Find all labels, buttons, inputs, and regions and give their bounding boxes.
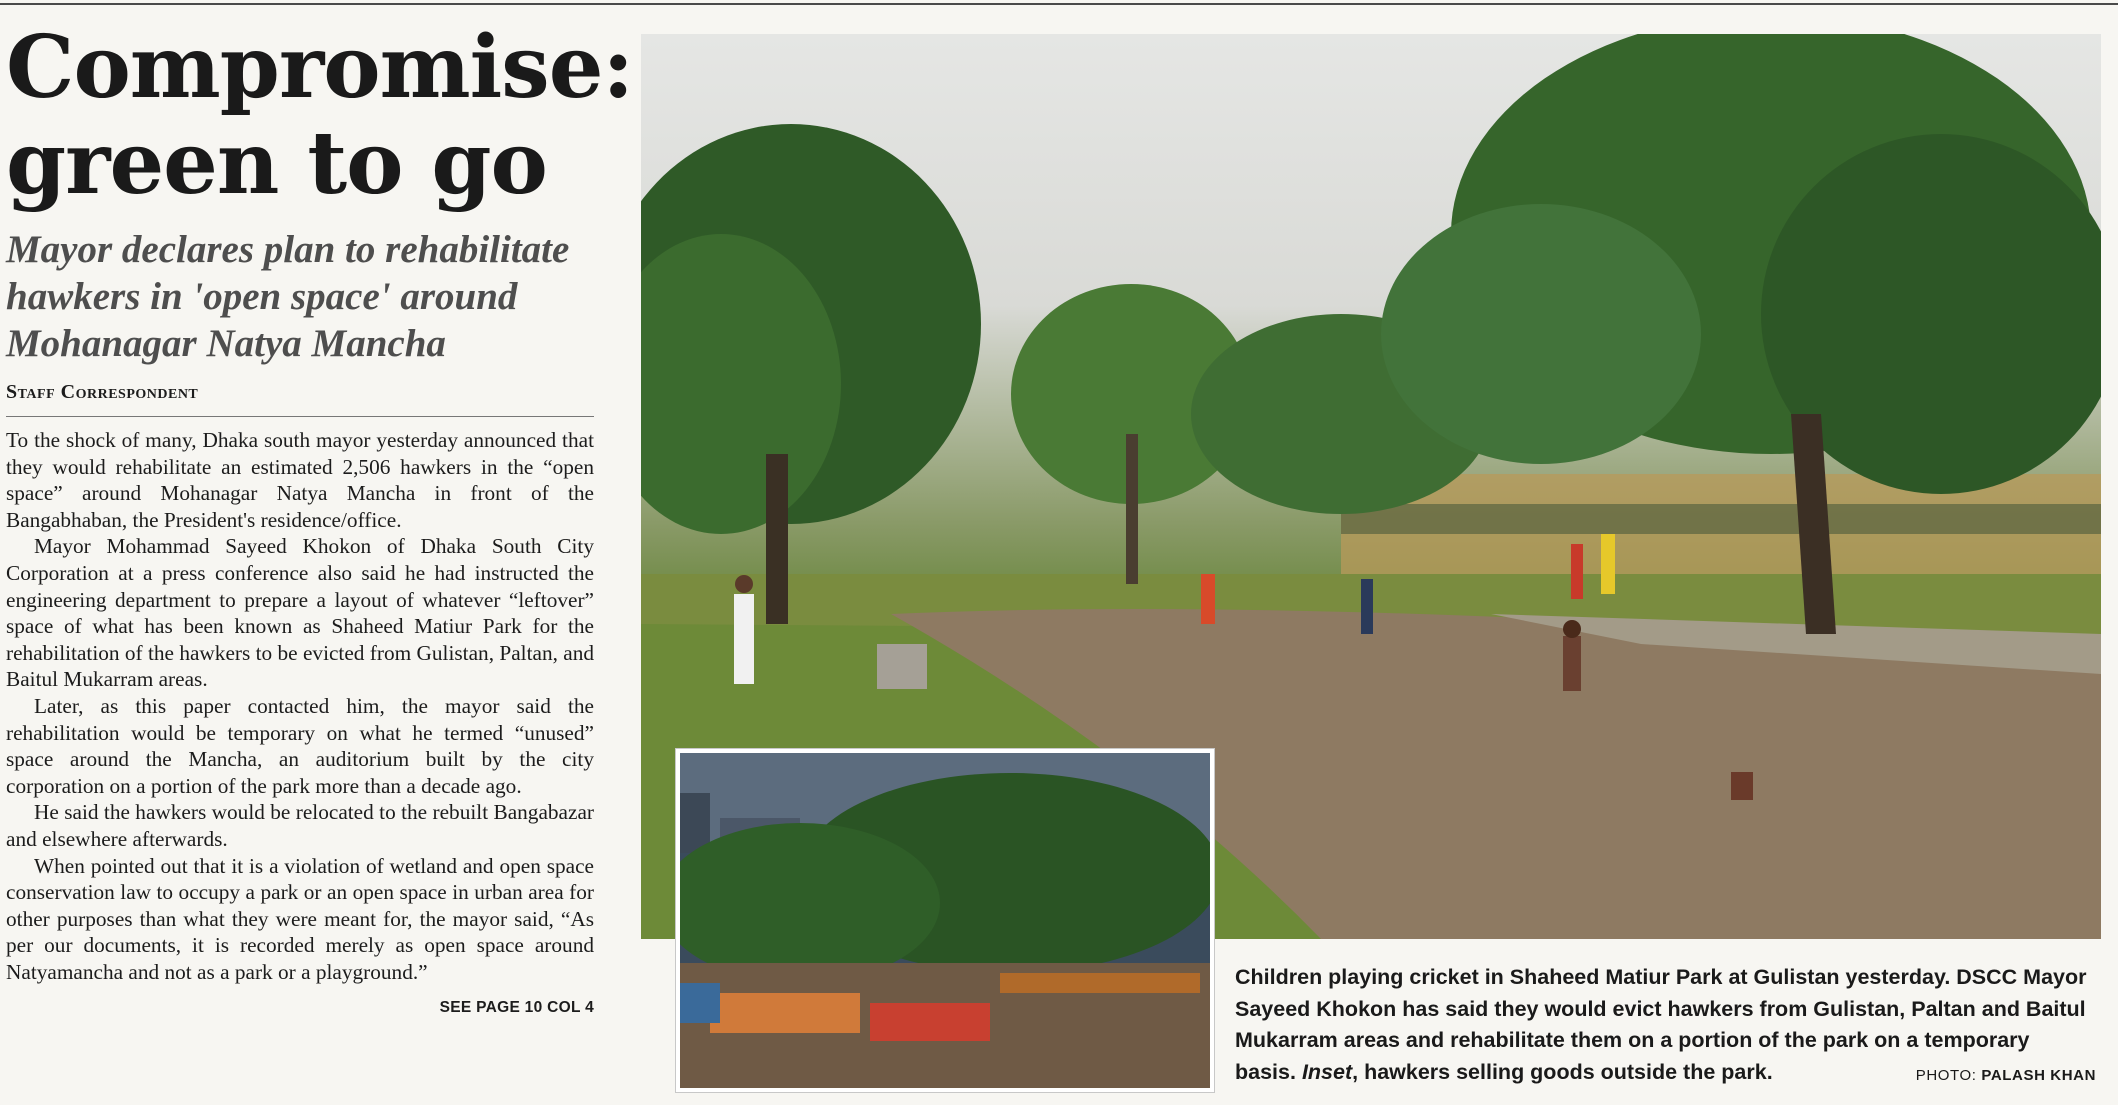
headline-line-2: green to go	[6, 113, 547, 214]
photo-credit-name: PALASH KHAN	[1981, 1067, 2096, 1084]
caption-text-end: , hawkers selling goods outside the park.	[1352, 1059, 1773, 1084]
top-rule	[0, 3, 2118, 5]
photo-credit-label: PHOTO:	[1915, 1067, 1977, 1084]
paragraph-5: When pointed out that it is a violation of wetland and open space conservation law to occupy a park or an open space in urban area for other purposes than what they were meant for, the mayor said, “As per our documents, it is recorded merely as open space around Natyamancha and not as a park or a playground.”	[6, 853, 594, 984]
headline-line-1: Compromise:	[6, 17, 634, 118]
paragraph-1: To the shock of many, Dhaka south mayor yesterday announced that they would rehabilitate an estimated 2,506 hawkers in the “open space” around Mohanagar Natya Mancha in front of the Bangabhaban, the President's residence/office.	[6, 428, 594, 532]
paragraph-2: Mayor Mohammad Sayeed Khokon of Dhaka South City Corporation at a press conference also said he had instructed the engineering department to prepare a layout of whatever “leftover” space of what has been known as Shaheed Matiur Park for the rehabilitation of the hawkers to be evicted from Gulistan, Paltan, and Baitul Mukarram areas.	[6, 534, 594, 692]
caption-text: Children playing cricket in Shaheed Matiur Park at Gulistan yesterday. DSCC Mayor Sayeed Khokon has said they would evict hawkers from Gulistan, Paltan and Baitul Mukarram areas and rehabilitate them on a portion of the park on a temporary basis.	[1235, 965, 2087, 1084]
paragraph-3: Later, as this paper contacted him, the mayor said the rehabilitation would be temporary on what he termed “unused” space around the Mancha, an auditorium built by the city corporation on a portion of the park more than a decade ago.	[6, 693, 594, 798]
photo-credit	[1916, 1067, 2096, 1084]
article-text-column	[6, 17, 634, 1017]
byline: Staff Correspondent	[6, 381, 594, 417]
continued-jump-line: SEE PAGE 10 COL 4	[439, 999, 594, 1017]
inset-photo-hawkers	[676, 749, 1214, 1092]
caption-inset-word: Inset	[1301, 1059, 1353, 1084]
article-body	[6, 427, 594, 985]
subheadline: Mayor declares plan to rehabilitate hawkers in 'open space' around Mohanagar Natya Mancha	[6, 228, 570, 365]
headline	[6, 17, 634, 214]
paragraph-4: He said the hawkers would be relocated to the rebuilt Bangabazar and elsewhere afterwards.	[6, 800, 594, 851]
